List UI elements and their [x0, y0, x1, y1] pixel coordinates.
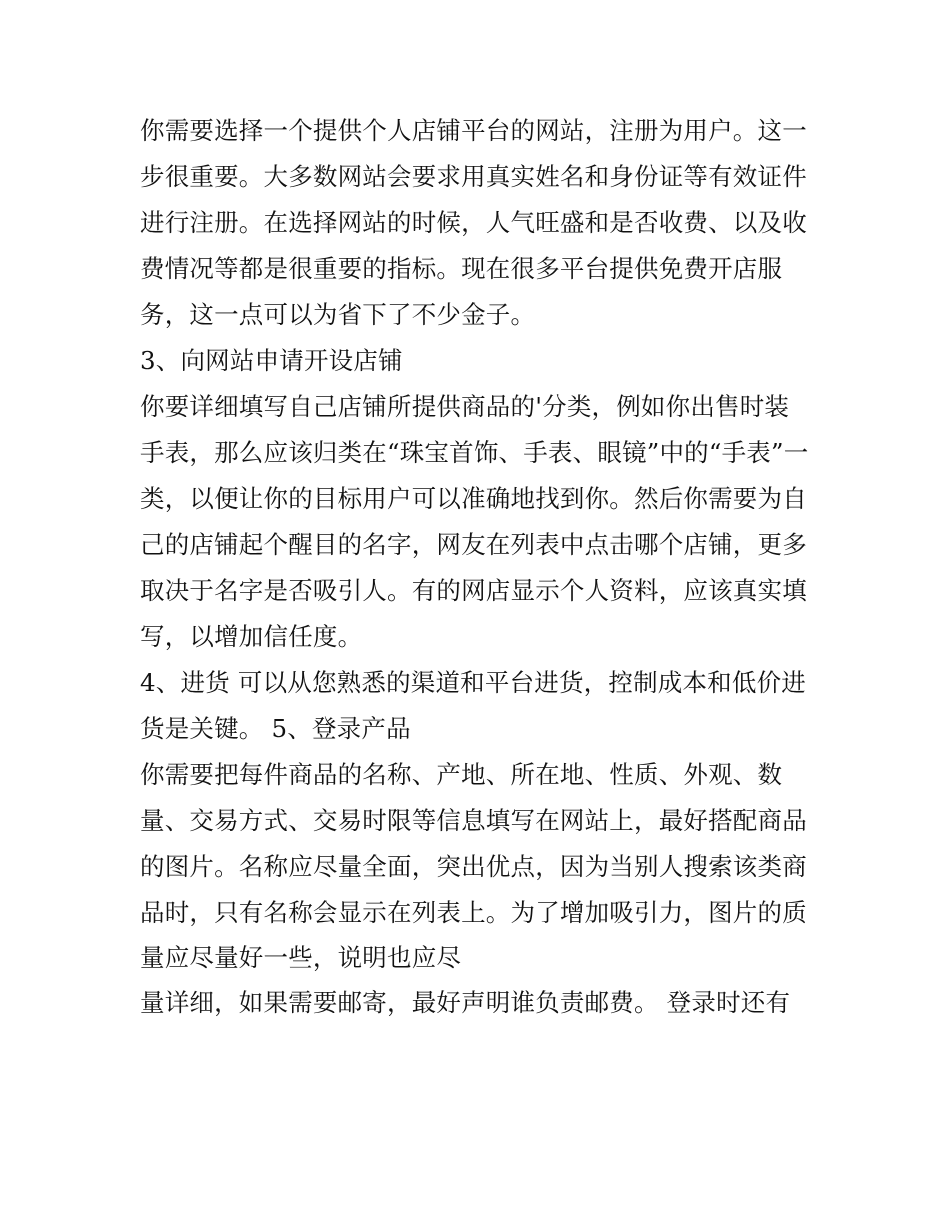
- text-line: 写，以增加信任度。: [140, 622, 363, 651]
- text-line: 量应尽量好一些，说明也应尽: [140, 943, 462, 972]
- text-line: 务，这一点可以为省下了不少金子。: [140, 300, 536, 329]
- text-line: 的图片。名称应尽量全面，突出优点，因为当别人搜索该类商: [140, 852, 807, 881]
- text-line: 品时，只有名称会显示在列表上。为了增加吸引力，图片的质: [140, 898, 807, 927]
- section-heading: 3、向网站申请开设店铺: [140, 346, 403, 375]
- text-line: 己的店铺起个醒目的名字，网友在列表中点击哪个店铺，更多: [140, 530, 807, 559]
- text-line: 量详细，如果需要邮寄，最好声明谁负责邮费。 登录时还有: [140, 988, 791, 1017]
- text-line: 手表，那么应该归类在“珠宝首饰、手表、眼镜”中的“手表”一: [140, 438, 809, 467]
- text-line: 类，以便让你的目标用户可以准确地找到你。然后你需要为自: [140, 484, 807, 513]
- text-line: 步很重要。大多数网站会要求用真实姓名和身份证等有效证件: [140, 162, 807, 191]
- text-line: 量、交易方式、交易时限等信息填写在网站上，最好搭配商品: [140, 806, 807, 835]
- text-line: 取决于名字是否吸引人。有的网店显示个人资料，应该真实填: [140, 576, 807, 605]
- text-line: 你需要把每件商品的名称、产地、所在地、性质、外观、数: [140, 760, 783, 789]
- document-body: [140, 108, 820, 1026]
- text-line: 进行注册。在选择网站的时候，人气旺盛和是否收费、以及收: [140, 208, 807, 237]
- text-line: 4、进货 可以从您熟悉的渠道和平台进货，控制成本和低价进: [140, 668, 806, 697]
- text-line: 你要详细填写自己店铺所提供商品的'分类，例如你出售时装: [140, 392, 790, 421]
- text-line: 费情况等都是很重要的指标。现在很多平台提供免费开店服: [140, 254, 783, 283]
- text-line: 货是关键。 5、登录产品: [140, 714, 411, 743]
- text-line: 你需要选择一个提供个人店铺平台的网站，注册为用户。这一: [140, 116, 807, 145]
